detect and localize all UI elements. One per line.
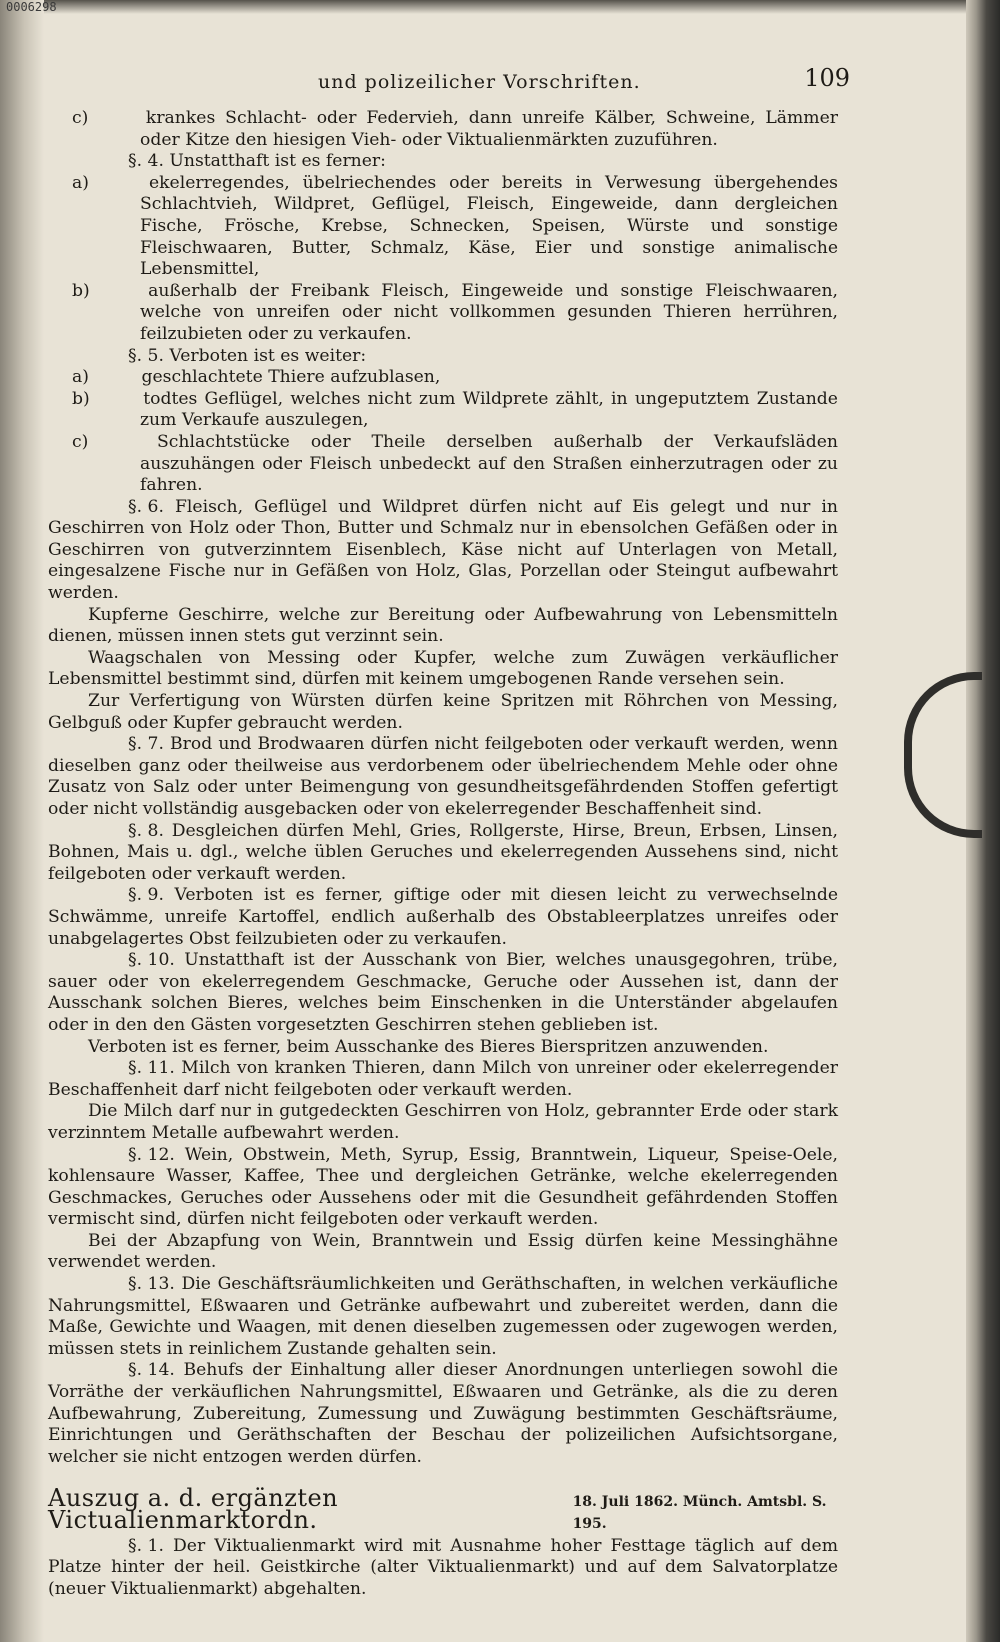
section-paragraph xyxy=(48,1145,838,1231)
section-paragraph xyxy=(48,950,838,1036)
section-paragraph xyxy=(48,821,838,886)
section-paragraph xyxy=(48,1360,838,1468)
paragraph-text: Verboten ist es ferner, beim Ausschanke des Bieres Bierspritzen anzuwenden. xyxy=(88,1036,769,1057)
section-mark: §. 7. xyxy=(128,734,164,755)
binding-shadow xyxy=(0,0,44,1642)
paragraph-text: Schlachtstücke oder Theile derselben außerhalb der Verkaufsläden auszuhängen oder Fleisch unbedeckt auf den Straßen einherzutragen oder zu fahren. xyxy=(140,431,838,496)
extract-heading xyxy=(48,1484,838,1535)
top-shadow xyxy=(0,0,1000,14)
paragraph-text: Brod und Brodwaaren dürfen nicht feilgeboten oder verkauft werden, wenn dieselben ganz oder theilweise aus verdorbenem oder übelriechendem Mehle oder ohne Zusatz von Salz oder unter Beimengung von gesundheitsgefährdenden Stoffen gefertigt oder nicht vollständig ausgebacken oder von ekelerregender Beschaffenheit sind. xyxy=(48,734,839,819)
section-mark: §. 4. xyxy=(128,151,164,172)
paragraph-text: Unstatthaft ist es ferner: xyxy=(169,151,386,172)
item-mark: b) xyxy=(72,388,90,409)
section-mark: §. 11. xyxy=(128,1058,175,1079)
paragraph-text: Zur Verfertigung von Würsten dürfen keine Spritzen mit Röhrchen von Messing, Gelbguß oder Kupfer gebraucht werden. xyxy=(48,691,838,733)
scan-id: 0006298 xyxy=(6,0,57,14)
paragraph-text: Behufs der Einhaltung aller dieser Anordnungen unterliegen sowohl die Vorräthe der verkäuflichen Nahrungsmittel, Eßwaaren und Getränke, als die zu deren Aufbewahrung, Zubereitung, Zumessung und Zuwägung bestimmten Geschäftsräume, Einrichtungen und Geräthschaften der Beschau der polizeilichen Aufsichtsorgane, welcher sie nicht entzogen werden dürfen. xyxy=(48,1360,838,1467)
page-number: 109 xyxy=(804,64,850,92)
paragraph-text: Desgleichen dürfen Mehl, Gries, Rollgerste, Hirse, Breun, Erbsen, Linsen, Bohnen, Mais u. dgl., welche üblen Geruches und ekelerregenden Aussehens sind, nicht feilgeboten oder verkauft werden. xyxy=(48,820,838,884)
section-mark: §. 5. xyxy=(128,345,164,366)
item-mark: a) xyxy=(72,367,89,388)
section-paragraph xyxy=(48,151,838,173)
paragraph-text: todtes Geflügel, welches nicht zum Wildprete zählt, in ungeputztem Zustande zum Verkaufe auszulegen, xyxy=(140,388,838,431)
list-item xyxy=(48,367,838,389)
section-paragraph xyxy=(48,885,838,950)
list-item xyxy=(48,108,838,151)
paragraph xyxy=(48,648,838,691)
item-mark: a) xyxy=(72,172,89,193)
section-text: Der Viktualienmarkt wird mit Ausnahme hoher Festtage täglich auf dem Platze hinter der heil. Geistkirche (alter Viktualienmarkt) und auf dem Salvatorplatze (neuer Viktualienmarkt) abgehalten. xyxy=(48,1535,838,1599)
section-mark: §. 1. xyxy=(128,1535,164,1556)
paragraph-text: Verboten ist es ferner, giftige oder mit diesen leicht zu verwechselnde Schwämme, unreife Kartoffel, endlich außerhalb des Obstableerplatzes unreifes oder unabgelagertes Obst feilzubieten oder zu verkaufen. xyxy=(48,885,838,949)
item-mark: c) xyxy=(72,108,89,128)
list-item xyxy=(48,389,838,432)
item-mark: b) xyxy=(72,280,90,301)
paragraph-text: Fleisch, Geflügel und Wildpret dürfen nicht auf Eis gelegt und nur in Geschirren von Holz oder Thon, Butter und Schmalz nur in ebensolchen Gefäßen oder in Geschirren von gutverzinntem Eisenblech, Käse nicht auf Unterlagen von Metall, eingesalzene Fische nur in Gefäßen von Holz, Glas, Porzellan oder Steingut aufbewahrt werden. xyxy=(48,496,838,604)
extract-citation: 18. Juli 1862. Münch. Amtsbl. S. 195. xyxy=(572,1494,827,1532)
page-body xyxy=(48,62,850,1600)
paragraph xyxy=(48,1101,838,1144)
paragraph-text: Waagschalen von Messing oder Kupfer, welche zum Zuwägen verkäuflicher Lebensmittel bestimmt sind, dürfen mit keinem umgebogenen Rande versehen sein. xyxy=(48,647,838,690)
paragraph-text: Verboten ist es weiter: xyxy=(169,345,367,366)
section-mark: §. 6. xyxy=(128,496,164,517)
section-mark: §. 12. xyxy=(128,1144,175,1165)
list-item xyxy=(48,432,838,497)
paragraph-text: Bei der Abzapfung von Wein, Branntwein und Essig dürfen keine Messinghähne verwendet werden. xyxy=(48,1230,838,1273)
section-mark: §. 14. xyxy=(128,1360,175,1381)
section-mark: §. 9. xyxy=(128,885,164,906)
section-mark: §. 10. xyxy=(128,950,175,971)
paragraph-text: Die Geschäftsräumlichkeiten und Geräthschaften, in welchen verkäufliche Nahrungsmittel, Eßwaaren und Getränke aufbewahrt und zubereitet werden, dann die Maße, Gewichte und Waagen, mit denen dieselben zugemessen oder zugewogen werden, müssen stets in reinlichem Zustande gehalten sein. xyxy=(48,1274,838,1359)
list-item xyxy=(48,173,838,281)
paragraph-text: Die Milch darf nur in gutgedeckten Geschirren von Holz, gebrannter Erde oder stark verzinntem Metalle aufbewahrt werden. xyxy=(48,1101,838,1143)
running-title: und polizeilicher Vorschriften. xyxy=(318,71,641,93)
section-mark: §. 13. xyxy=(128,1274,175,1295)
section-paragraph xyxy=(48,346,838,368)
paragraph-text: Kupferne Geschirre, welche zur Bereitung oder Aufbewahrung von Lebensmitteln dienen, müssen innen stets gut verzinnt sein. xyxy=(48,604,838,647)
extract-title: Auszug a. d. ergänzten Victualienmarktordn. xyxy=(48,1484,339,1534)
paragraph-text: Milch von kranken Thieren, dann Milch von unreiner oder ekelerregender Beschaffenheit darf nicht feilgeboten oder verkauft werden. xyxy=(48,1058,838,1100)
section-paragraph xyxy=(48,497,838,605)
paragraph-text: ekelerregendes, übelriechendes oder bereits in Verwesung übergehendes Schlachtvieh, Wildpret, Geflügel, Fleisch, Eingeweide, dann dergleichen Fische, Frösche, Krebse, Schnecken, Speisen, Würste und sonstige Fleischwaaren, Butter, Schmalz, Käse, Eier und sonstige animalische Lebensmittel, xyxy=(140,172,838,280)
paragraph-text: Unstatthaft ist der Ausschank von Bier, welches unausgegohren, trübe, sauer oder von ekelerregendem Geschmacke, Geruche oder Aussehen ist, dann der Ausschank solchen Bieres, welches beim Einschenken in die Unterständer abgelaufen oder in den den Gästen vorgesetzten Geschirren stehen geblieben ist. xyxy=(48,950,839,1035)
paragraph-text: geschlachtete Thiere aufzublasen, xyxy=(141,367,441,388)
extract-paragraph xyxy=(48,1536,838,1601)
paragraph xyxy=(48,691,838,734)
paragraph-text: außerhalb der Freibank Fleisch, Eingeweide und sonstige Fleischwaaren, welche von unreifen oder nicht vollkommen gesunden Thieren herrühren, feilzubieten oder zu verkaufen. xyxy=(140,280,839,344)
item-mark: c) xyxy=(72,431,89,452)
section-paragraph xyxy=(48,1058,838,1101)
paragraph xyxy=(48,605,838,648)
section-mark: §. 8. xyxy=(128,820,164,841)
text-blocks xyxy=(48,108,838,1468)
page-header xyxy=(48,62,850,104)
list-item xyxy=(48,281,838,346)
paragraph-text: Wein, Obstwein, Meth, Syrup, Essig, Branntwein, Liqueur, Speise-Oele, kohlensaure Wasser, Kaffee, Thee und dergleichen Getränke, welche ekelerregenden Geschmackes, Geruches oder Aussehens oder mit die Gesundheit gefährdenden Stoffen vermischt sind, dürfen nicht feilgeboten oder verkauft werden. xyxy=(48,1144,839,1230)
section-paragraph xyxy=(48,734,838,820)
paragraph xyxy=(48,1231,838,1274)
paragraph-text: krankes Schlacht- oder Federvieh, dann unreife Kälber, Schweine, Lämmer oder Kitze den hiesigen Vieh- oder Viktualienmärkten zuzuführen. xyxy=(140,108,838,150)
paragraph xyxy=(48,1037,838,1059)
section-paragraph xyxy=(48,1274,838,1360)
